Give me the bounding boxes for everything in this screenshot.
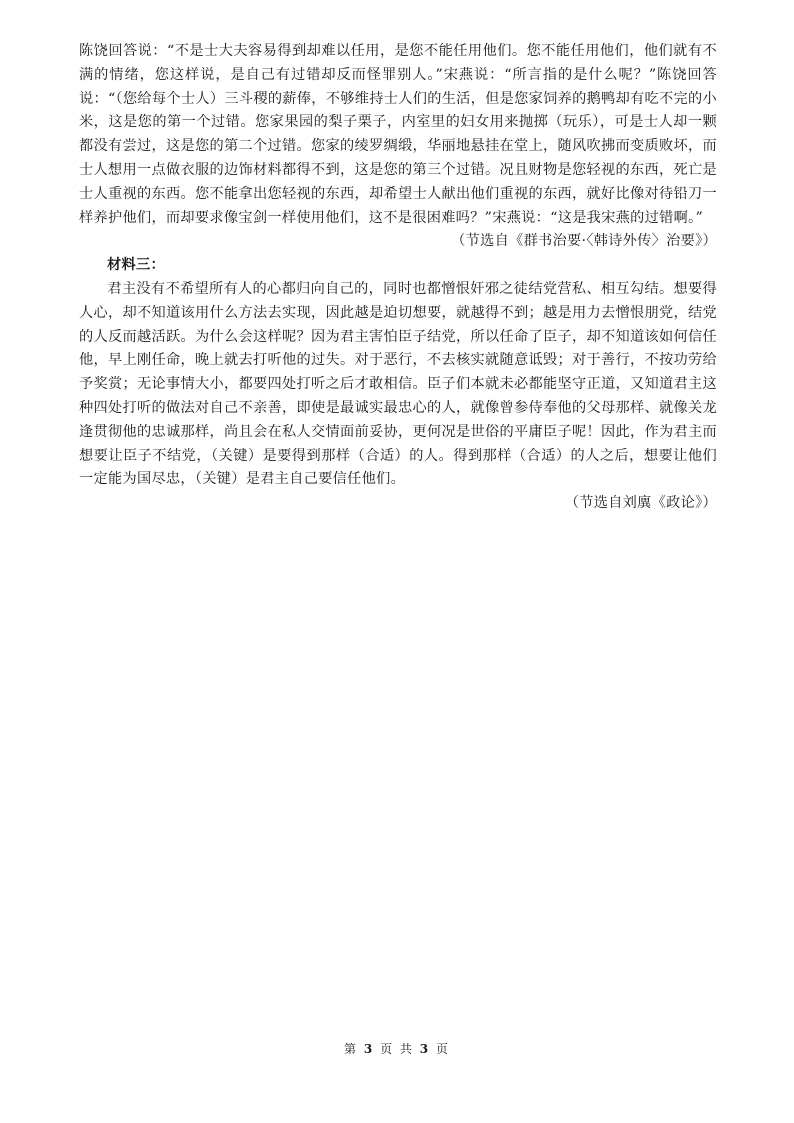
footer-page-number: 3 xyxy=(363,1042,375,1056)
material-three-body: 君主没有不希望所有人的心都归向自己的，同时也都憎恨奸邪之徒结党营私、相互勾结。想要得人心，却不知道该用什么方法去实现，因此越是迫切想要，就越得不到；越是用力去憎恨朋党，结党的人反而越活跃。为什么会这样呢？因为君主害怕臣子结党，所以任命了臣子，却不知道该如何信任他，早上刚任命，晚上就去打听他的过失。对于恶行，不去核实就随意诋毁；对于善行，不按功劳给予奖赏；无论事情大小，都要四处打听之后才敢相信。臣子们本就未必都能坚守正道，又知道君主这种四处打听的做法对自己不亲善，即使是最诚实最忠心的人，就像曾参侍奉他的父母那样、就像关龙逢贯彻他的忠诚那样，尚且会在私人交情面前妥协，更何况是世俗的平庸臣子呢！因此，作为君主而想要让臣子不结党，（关键）是要得到那样（合适）的人。得到那样（合适）的人之后，想要让他们一定能为国尽忠，（关键）是君主自己要信任他们。 xyxy=(79,280,717,488)
footer-total-pages: 3 xyxy=(419,1042,431,1056)
material-three-heading: 材料三： xyxy=(107,257,165,274)
document-body xyxy=(79,40,717,516)
footer-prefix: 第 xyxy=(344,1042,359,1056)
material-two-continuation: 陈饶回答说：“不是士大夫容易得到却难以任用，是您不能任用他们。您不能任用他们，他们就有不满的情绪，您这样说，是自己有过错却反而怪罪别人。”宋燕说：“所言指的是什么呢？”陈饶回答说：“（您给每个士人）三斗稷的薪俸，不够维持士人们的生活，但是您家饲养的鹅鸭却有吃不完的小米，这是您的第一个过错。您家果园的梨子栗子，内室里的妇女用来抛掷（玩乐），可是士人却一颗都没有尝过，这是您的第二个过错。您家的绫罗绸缎，华丽地悬挂在堂上，随风吹拂而变质败坏，而士人想用一点做衣服的边饰材料都得不到，这是您的第三个过错。况且财物是您轻视的东西，死亡是士人重视的东西。您不能拿出您轻视的东西，却希望士人献出他们重视的东西，就好比像对待铅刀一样养护他们，而却要求像宝剑一样使用他们，这不是很困难吗？”宋燕说：“这是我宋燕的过错啊。” xyxy=(79,43,717,226)
page-footer xyxy=(0,1040,794,1057)
footer-suffix: 页 xyxy=(435,1042,450,1056)
material-two-source: （节选自《群书治要·〈韩诗外传〉治要》） xyxy=(451,233,717,250)
material-three-source: （节选自刘廙《政论》） xyxy=(564,495,717,512)
footer-middle: 页 共 xyxy=(380,1042,414,1056)
